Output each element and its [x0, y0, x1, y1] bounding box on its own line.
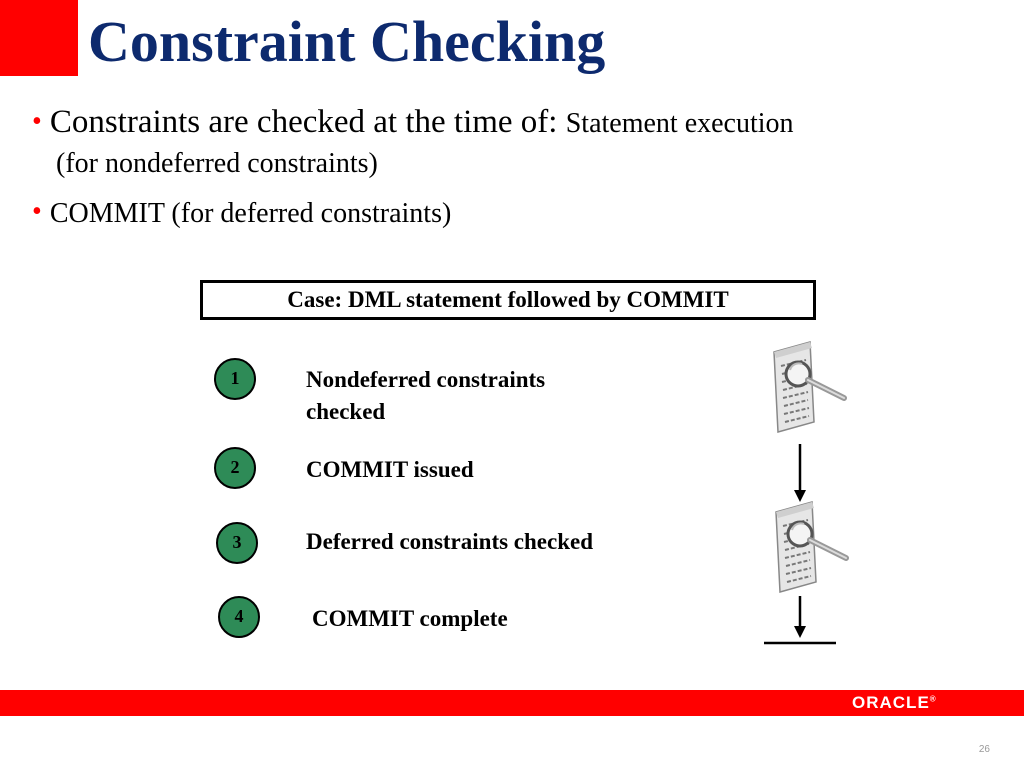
down-arrow-end-icon [760, 596, 840, 648]
bullet-1-small-text: Statement execution [565, 108, 794, 139]
step-4-number: 4 [218, 596, 260, 638]
step-2-text: COMMIT issued [306, 457, 474, 482]
document-magnifier-icon [770, 500, 850, 596]
registered-mark: ® [929, 694, 937, 704]
document-magnifier-icon [768, 340, 848, 436]
page-number: 26 [978, 744, 990, 755]
step-1-text [306, 364, 545, 428]
bullet-dot-icon: • [32, 196, 42, 227]
bullet-2 [32, 196, 451, 230]
bullet-dot-icon: • [32, 106, 42, 137]
step-3-number: 3 [216, 522, 258, 564]
step-1-number: 1 [214, 358, 256, 400]
step-3-text: Deferred constraints checked [306, 529, 594, 554]
step-2-number: 2 [214, 447, 256, 489]
oracle-logo [852, 693, 937, 713]
step-4-text: COMMIT complete [312, 606, 508, 631]
bullet-2-text: COMMIT (for deferred constraints) [49, 198, 452, 229]
title-accent-block [0, 0, 78, 76]
slide-title: Constraint Checking [88, 9, 606, 74]
bullet-1 [32, 104, 794, 141]
bullet-1-text: Constraints are checked at the time of: [49, 104, 558, 140]
bullet-1-continuation: (for nondeferred constraints) [56, 148, 378, 179]
down-arrow-icon [790, 444, 810, 504]
step-1-line-1: Nondeferred constraints [306, 367, 546, 392]
oracle-logo-text: ORACLE [852, 693, 930, 712]
step-1-line-2: checked [306, 399, 386, 424]
case-label-box: Case: DML statement followed by COMMIT [200, 280, 816, 320]
